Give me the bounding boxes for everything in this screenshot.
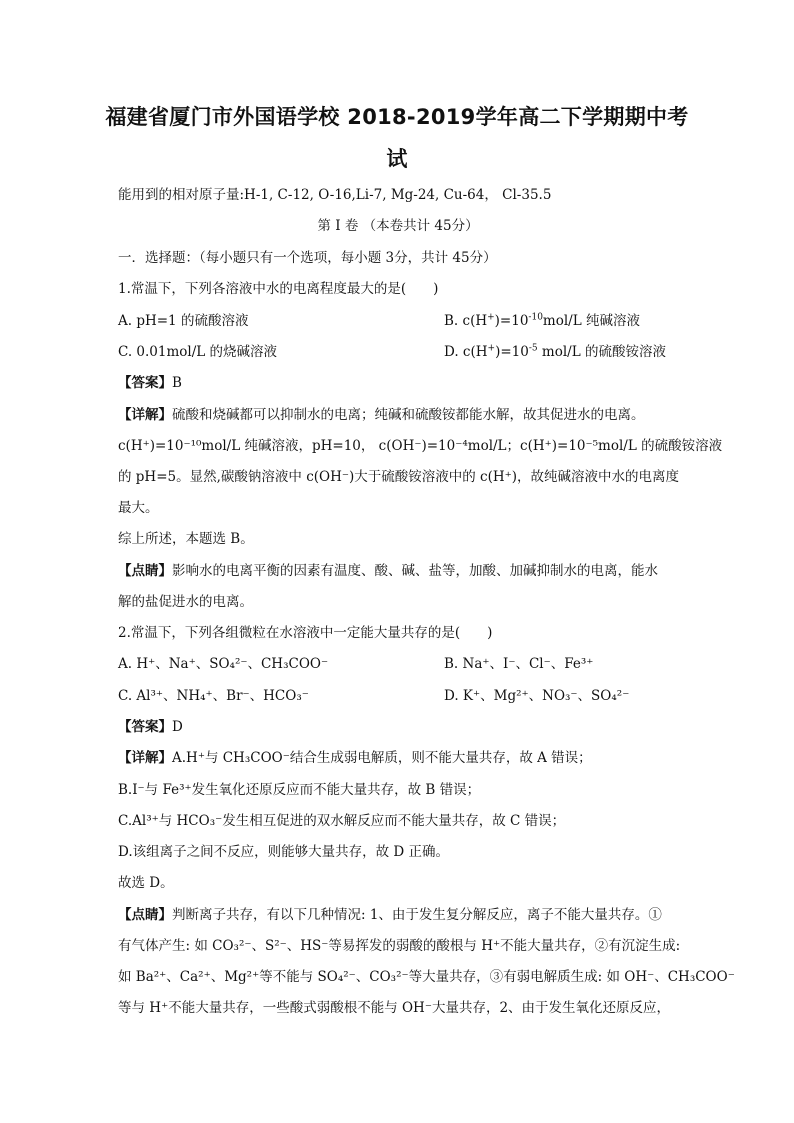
q2-detail-line-1: 【详解】A.H⁺与 CH₃COO⁻结合生成弱电解质，则不能大量共存，故 A 错误； — [118, 750, 592, 766]
q2-point-line-1: 【点睛】判断离子共存，有以下几种情况: 1、由于发生复分解反应，离子不能大量共存。① — [118, 907, 662, 923]
q1-option-b: B. $c(H^+)=10^{-10}mol/L$ 纯碱溶液 — [444, 312, 640, 329]
q2-point-line-4: 等与 H⁺不能大量共存，一些酸式弱酸根不能与 OH⁻大量共存，2、由于发生氧化还原反应， — [118, 1000, 671, 1016]
q1-options-row-1 — [118, 311, 678, 331]
answer-value: D — [172, 719, 183, 735]
q1-point-line-1: 【点睛】影响水的电离平衡的因素有温度、酸、碱、盐等，加酸、加碱抑制水的电离，能水 — [118, 563, 658, 579]
q2-detail-line-2: B.I⁻与 Fe³⁺发生氧化还原反应而不能大量共存，故 B 错误； — [118, 782, 481, 798]
q2-detail-line-4: D.该组离子之间不反应，则能够大量共存，故 D 正确。 — [118, 844, 450, 860]
point-tag: 【点睛】 — [118, 563, 172, 579]
detail-tag: 【详解】 — [118, 750, 172, 766]
q2-point-line-3: 如 Ba²⁺、Ca²⁺、Mg²⁺等不能与 SO₄²⁻、CO₃²⁻等大量共存，③有弱电解质生成: 如 OH⁻、CH₃COO⁻ — [118, 969, 735, 985]
answer-tag: 【答案】 — [118, 719, 172, 735]
answer-value: B — [172, 375, 182, 391]
q1-point-line-2: 解的盐促进水的电离。 — [118, 594, 253, 610]
title-line-1: 福建省厦门市外国语学校 2018-2019学年高二下学期期中考 — [105, 105, 689, 129]
answer-tag: 【答案】 — [118, 375, 172, 391]
q2-point-line-2: 有气体产生: 如 CO₃²⁻、S²⁻、HS⁻等易挥发的弱酸的酸根与 H⁺不能大量共存，②有沉淀生成: — [118, 938, 681, 954]
q2-option-d: D. K⁺、Mg²⁺、NO₃⁻、SO₄²⁻ — [444, 688, 630, 704]
document-title — [90, 96, 704, 180]
q1-detail-line-4: 最大。 — [118, 500, 159, 516]
q2-options-row-2 — [118, 686, 678, 706]
q2-options-row-1 — [118, 654, 678, 674]
q2-option-c: C. Al³⁺、NH₄⁺、Br⁻、HCO₃⁻ — [118, 688, 309, 704]
q2-detail-line-3: C.Al³⁺与 HCO₃⁻发生相互促进的双水解反应而不能大量共存，故 C 错误； — [118, 813, 566, 829]
q2-option-a: A. H⁺、Na⁺、SO₄²⁻、CH₃COO⁻ — [118, 656, 329, 672]
volume-heading: 第 I 卷 （本卷共计 45分） — [317, 218, 479, 234]
q1-options-row-2 — [118, 342, 678, 362]
q1-option-d: D. $c(H^+)=10^{-5}$ mol/L 的硫酸铵溶液 — [444, 343, 666, 360]
q2-answer — [118, 717, 678, 737]
q1-answer — [118, 373, 678, 393]
q2-summary: 故选 D。 — [118, 875, 174, 891]
q2-option-b: B. Na⁺、I⁻、Cl⁻、Fe³⁺ — [444, 656, 594, 672]
q1-detail-line-2: c(H⁺)=10⁻¹⁰mol/L 纯碱溶液，pH=10， c(OH⁻)=10⁻⁴mol/L；c(H⁺)=10⁻⁵mol/L 的硫酸铵溶液 — [118, 438, 723, 454]
q1-detail-line-3: 的 pH=5。显然,碳酸钠溶液中 c(OH⁻)大于硫酸铵溶液中的 c(H⁺)，故纯碱溶液中水的电离度 — [118, 469, 680, 485]
q1-detail-line-1: 【详解】硫酸和烧碱都可以抑制水的电离；纯碱和硫酸铵都能水解，故其促进水的电离。 — [118, 407, 645, 423]
detail-tag: 【详解】 — [118, 407, 172, 423]
q1-option-a: A. pH=1 的硫酸溶液 — [118, 313, 249, 329]
q1-option-c: C. 0.01mol/L 的烧碱溶液 — [118, 344, 278, 360]
atomic-masses-line: 能用到的相对原子量:H-1, C-12, O-16,Li-7, Mg-24, Cu-64， Cl-35.5 — [118, 187, 552, 203]
point-tag: 【点睛】 — [118, 907, 172, 923]
q1-summary: 综上所述，本题选 B。 — [118, 531, 254, 547]
q1-stem: 1.常温下，下列各溶液中水的电离程度最大的是( ) — [118, 281, 439, 297]
title-line-2: 试 — [386, 147, 408, 171]
section-heading: 一．选择题：（每小题只有一个选项，每小题 3分，共计 45分） — [118, 250, 497, 266]
q2-stem: 2.常温下，下列各组微粒在水溶液中一定能大量共存的是( ) — [118, 625, 493, 641]
